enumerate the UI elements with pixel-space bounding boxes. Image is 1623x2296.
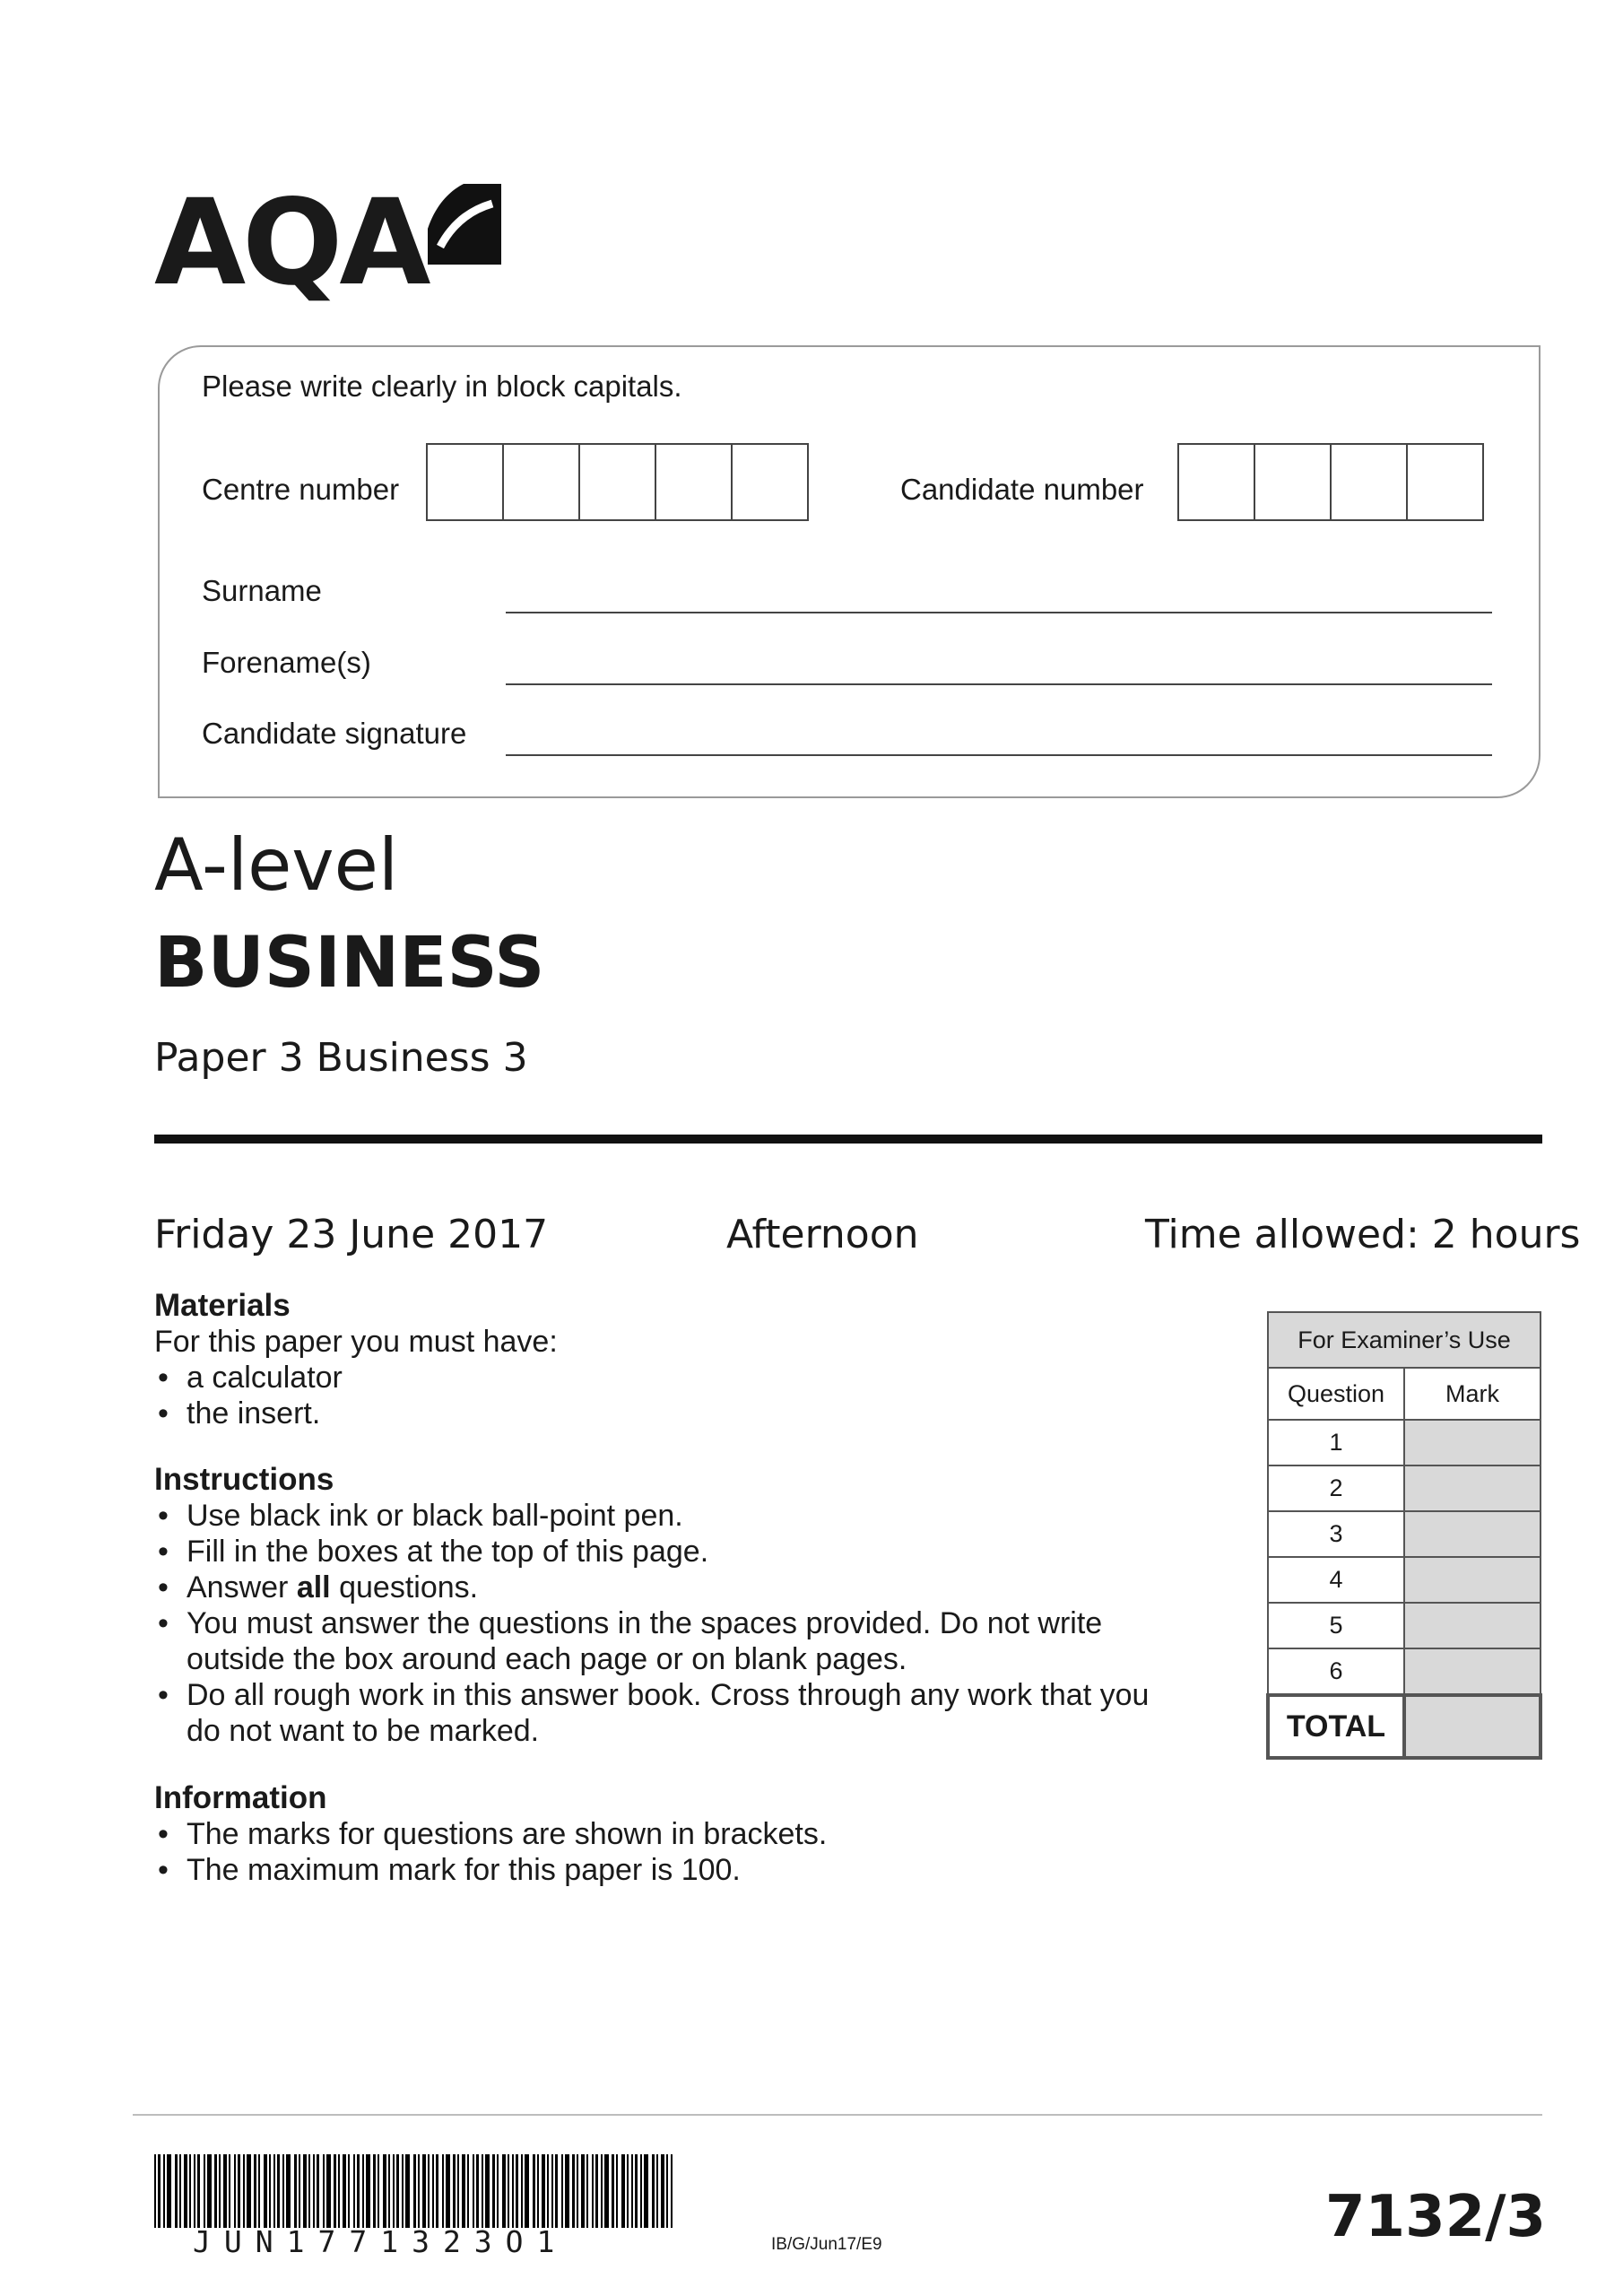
materials-list xyxy=(154,1360,1230,1431)
barcode-bar xyxy=(326,2154,331,2228)
instructions-list xyxy=(154,1498,1159,1749)
barcode-bar xyxy=(214,2154,217,2228)
table-row xyxy=(1268,1648,1541,1695)
centre-number-label: Centre number xyxy=(202,473,400,506)
barcode-bar xyxy=(453,2154,456,2228)
surname-label: Surname xyxy=(202,574,322,607)
time-allowed: Time allowed: 2 hours xyxy=(1145,1212,1581,1257)
barcode-bar xyxy=(388,2154,390,2228)
question-column-header: Question xyxy=(1268,1368,1404,1420)
barcode-bar xyxy=(661,2154,664,2228)
barcode-bar xyxy=(402,2154,404,2228)
barcode-bar xyxy=(547,2154,549,2228)
barcode-bar xyxy=(485,2154,490,2228)
question-number: 6 xyxy=(1268,1648,1404,1695)
table-row xyxy=(1268,1511,1541,1557)
barcode-bar xyxy=(353,2154,355,2228)
barcode-bar xyxy=(627,2154,629,2228)
barcode-bar xyxy=(652,2154,655,2228)
paper-title: Paper 3 Business 3 xyxy=(154,1035,528,1081)
question-number: 3 xyxy=(1268,1511,1404,1557)
information-list xyxy=(154,1816,1230,1888)
barcode-bar xyxy=(282,2154,284,2228)
barcode-bar xyxy=(635,2154,638,2228)
barcode-bar xyxy=(334,2154,336,2228)
barcode-bar xyxy=(457,2154,459,2228)
barcode-bar xyxy=(207,2154,212,2228)
barcode-bar xyxy=(442,2154,444,2228)
total-label: TOTAL xyxy=(1268,1695,1404,1758)
barcode-bar xyxy=(163,2154,165,2228)
barcode-bar xyxy=(323,2154,325,2228)
barcode-bar xyxy=(313,2154,315,2228)
barcode-bar xyxy=(476,2154,479,2228)
barcode-bar xyxy=(473,2154,474,2228)
barcode-bar xyxy=(508,2154,509,2228)
subject-title: BUSINESS xyxy=(154,923,545,1004)
list-item: • You must answer the questions in the spaces provided. Do not write outside the box around each page or on blank pages. xyxy=(154,1605,1159,1677)
centre-number-digit[interactable] xyxy=(731,443,809,521)
barcode-bar xyxy=(621,2154,625,2228)
table-row xyxy=(1268,1603,1541,1648)
instructions-section xyxy=(154,1462,1159,1749)
barcode-bar xyxy=(512,2154,514,2228)
candidate-number-label: Candidate number xyxy=(900,473,1144,506)
barcode-bar xyxy=(197,2154,200,2228)
table-row xyxy=(1268,1420,1541,1465)
barcode-bar xyxy=(644,2154,648,2228)
mark-cell xyxy=(1404,1511,1541,1557)
examiners-use-table xyxy=(1266,1311,1542,1760)
question-number: 4 xyxy=(1268,1557,1404,1603)
barcode-bar xyxy=(269,2154,271,2228)
barcode-bar xyxy=(446,2154,450,2228)
paper-code: 7132/3 xyxy=(1325,2184,1547,2250)
candidate-details-box xyxy=(158,345,1541,798)
barcode-bar xyxy=(533,2154,535,2228)
barcode-bar xyxy=(396,2154,399,2228)
barcode-bar xyxy=(497,2154,499,2228)
barcode-bar xyxy=(357,2154,360,2228)
barcode-bar xyxy=(273,2154,275,2228)
barcode-bar xyxy=(502,2154,506,2228)
barcode-bar xyxy=(516,2154,518,2228)
barcode-bar xyxy=(492,2154,495,2228)
question-number: 1 xyxy=(1268,1420,1404,1465)
instructions-heading: Instructions xyxy=(154,1462,334,1497)
barcode-bar xyxy=(204,2154,205,2228)
centre-number-boxes[interactable] xyxy=(426,443,809,521)
barcode-bar xyxy=(592,2154,594,2228)
barcode-bar xyxy=(542,2154,545,2228)
forenames-line[interactable] xyxy=(506,683,1492,685)
list-item: • Do all rough work in this answer book. Cross through any work that you do not want to be marked. xyxy=(154,1677,1159,1749)
barcode-bar xyxy=(561,2154,563,2228)
barcode-bar xyxy=(405,2154,410,2228)
qualification-level: A-level xyxy=(154,823,399,907)
barcode-bar xyxy=(595,2154,598,2228)
question-number: 5 xyxy=(1268,1603,1404,1648)
candidate-number-digit[interactable] xyxy=(1177,443,1255,521)
barcode-bar xyxy=(294,2154,297,2228)
mark-cell xyxy=(1404,1603,1541,1648)
centre-number-digit[interactable] xyxy=(426,443,504,521)
barcode-bar xyxy=(234,2154,236,2228)
barcode-bar xyxy=(521,2154,523,2228)
footer-divider xyxy=(133,2114,1542,2116)
candidate-number-digit[interactable] xyxy=(1406,443,1484,521)
barcode-bar xyxy=(317,2154,319,2228)
barcode-bar xyxy=(462,2154,465,2228)
information-section xyxy=(154,1780,1230,1888)
candidate-number-digit[interactable] xyxy=(1254,443,1332,521)
information-heading: Information xyxy=(154,1780,327,1815)
barcode-bar xyxy=(229,2154,230,2228)
barcode-bar xyxy=(555,2154,558,2228)
barcode-bar xyxy=(175,2154,178,2228)
signature-line[interactable] xyxy=(506,754,1492,756)
list-item: • a calculator xyxy=(154,1360,1230,1396)
materials-heading: Materials xyxy=(154,1288,291,1323)
logo-text: AQA xyxy=(154,174,428,312)
barcode-bar xyxy=(343,2154,346,2228)
barcode-bar xyxy=(577,2154,578,2228)
candidate-number-digit[interactable] xyxy=(1330,443,1408,521)
barcode-bar xyxy=(383,2154,386,2228)
barcode-bar xyxy=(254,2154,256,2228)
barcode-bar xyxy=(223,2154,227,2228)
exam-session: Afternoon xyxy=(726,1212,919,1257)
mark-cell xyxy=(1404,1557,1541,1603)
barcode-bar xyxy=(243,2154,245,2228)
barcode-bar xyxy=(167,2154,171,2228)
barcode-bar xyxy=(154,2154,156,2228)
total-mark-cell xyxy=(1404,1695,1541,1758)
barcode-bar xyxy=(258,2154,260,2228)
list-item: • the insert. xyxy=(154,1396,1230,1431)
mark-cell xyxy=(1404,1420,1541,1465)
barcode-bar xyxy=(666,2154,668,2228)
question-number: 2 xyxy=(1268,1465,1404,1511)
barcode-bar xyxy=(308,2154,310,2228)
barcode-bar xyxy=(338,2154,340,2228)
barcode-bar xyxy=(418,2154,420,2228)
title-divider xyxy=(154,1135,1542,1144)
materials-intro: For this paper you must have: xyxy=(154,1325,558,1359)
barcode-bar xyxy=(362,2154,364,2228)
barcode-bar xyxy=(373,2154,376,2228)
barcode-bar xyxy=(366,2154,370,2228)
examiners-use-heading: For Examiner’s Use xyxy=(1268,1312,1541,1368)
barcode-bar xyxy=(601,2154,603,2228)
barcode-bar xyxy=(238,2154,240,2228)
barcode-bar xyxy=(299,2154,300,2228)
list-item xyxy=(154,1570,1159,1605)
barcode-bar xyxy=(219,2154,221,2228)
centre-number-digit[interactable] xyxy=(655,443,733,521)
barcode-bar xyxy=(565,2154,569,2228)
barcode-bar xyxy=(537,2154,539,2228)
list-item: • Fill in the boxes at the top of this page. xyxy=(154,1534,1159,1570)
centre-number-digit[interactable] xyxy=(502,443,580,521)
barcode-bar xyxy=(671,2154,673,2228)
mark-column-header: Mark xyxy=(1404,1368,1541,1420)
barcode-bar xyxy=(179,2154,181,2228)
list-item: • Use black ink or black ball-point pen. xyxy=(154,1498,1159,1534)
list-item: • The marks for questions are shown in brackets. xyxy=(154,1816,1230,1852)
barcode-bar xyxy=(482,2154,483,2228)
materials-section xyxy=(154,1288,1230,1431)
centre-number-digit[interactable] xyxy=(578,443,656,521)
mark-cell xyxy=(1404,1465,1541,1511)
barcode-bar xyxy=(604,2154,609,2228)
barcode-bar xyxy=(303,2154,307,2228)
barcode-bar xyxy=(656,2154,658,2228)
barcode-bar xyxy=(551,2154,553,2228)
table-row xyxy=(1268,1557,1541,1603)
leaf-logo-icon xyxy=(428,184,501,265)
barcode-bar xyxy=(189,2154,191,2228)
barcode-bar xyxy=(184,2154,187,2228)
barcode-bar xyxy=(631,2154,633,2228)
barcode-bar xyxy=(612,2154,614,2228)
barcode-bar xyxy=(413,2154,416,2228)
barcode-bar xyxy=(194,2154,195,2228)
barcode-bar xyxy=(436,2154,438,2228)
list-item: • The maximum mark for this paper is 100. xyxy=(154,1852,1230,1888)
barcode-bar xyxy=(286,2154,291,2228)
forenames-label: Forename(s) xyxy=(202,646,371,679)
barcode-digits: JUN1771323O1 xyxy=(193,2224,568,2259)
surname-line[interactable] xyxy=(506,612,1492,613)
instruction-answer-prefix: Answer xyxy=(187,1570,297,1605)
barcode-bar xyxy=(572,2154,575,2228)
barcode-bar xyxy=(247,2154,251,2228)
barcode-bar xyxy=(525,2154,529,2228)
barcode-bar xyxy=(348,2154,350,2228)
barcode-bar xyxy=(264,2154,267,2228)
barcode xyxy=(154,2154,674,2228)
barcode-bar xyxy=(428,2154,430,2228)
block-capitals-instruction: Please write clearly in block capitals. xyxy=(202,370,682,403)
signature-label: Candidate signature xyxy=(202,717,467,750)
document-reference: IB/G/Jun17/E9 xyxy=(771,2235,882,2254)
barcode-bar xyxy=(432,2154,434,2228)
instruction-answer-suffix: questions. xyxy=(330,1570,479,1605)
candidate-number-boxes[interactable] xyxy=(1177,443,1484,521)
exam-date: Friday 23 June 2017 xyxy=(154,1212,549,1257)
instruction-emphasis: all xyxy=(296,1570,331,1605)
barcode-bar xyxy=(616,2154,618,2228)
barcode-bar xyxy=(586,2154,588,2228)
barcode-bar xyxy=(640,2154,642,2228)
barcode-bar xyxy=(393,2154,395,2228)
mark-cell xyxy=(1404,1648,1541,1695)
barcode-bar xyxy=(422,2154,426,2228)
total-row xyxy=(1268,1695,1541,1758)
barcode-bar xyxy=(467,2154,469,2228)
barcode-bar xyxy=(581,2154,585,2228)
barcode-bar xyxy=(378,2154,379,2228)
barcode-bar xyxy=(277,2154,280,2228)
table-row xyxy=(1268,1465,1541,1511)
barcode-bar xyxy=(158,2154,161,2228)
